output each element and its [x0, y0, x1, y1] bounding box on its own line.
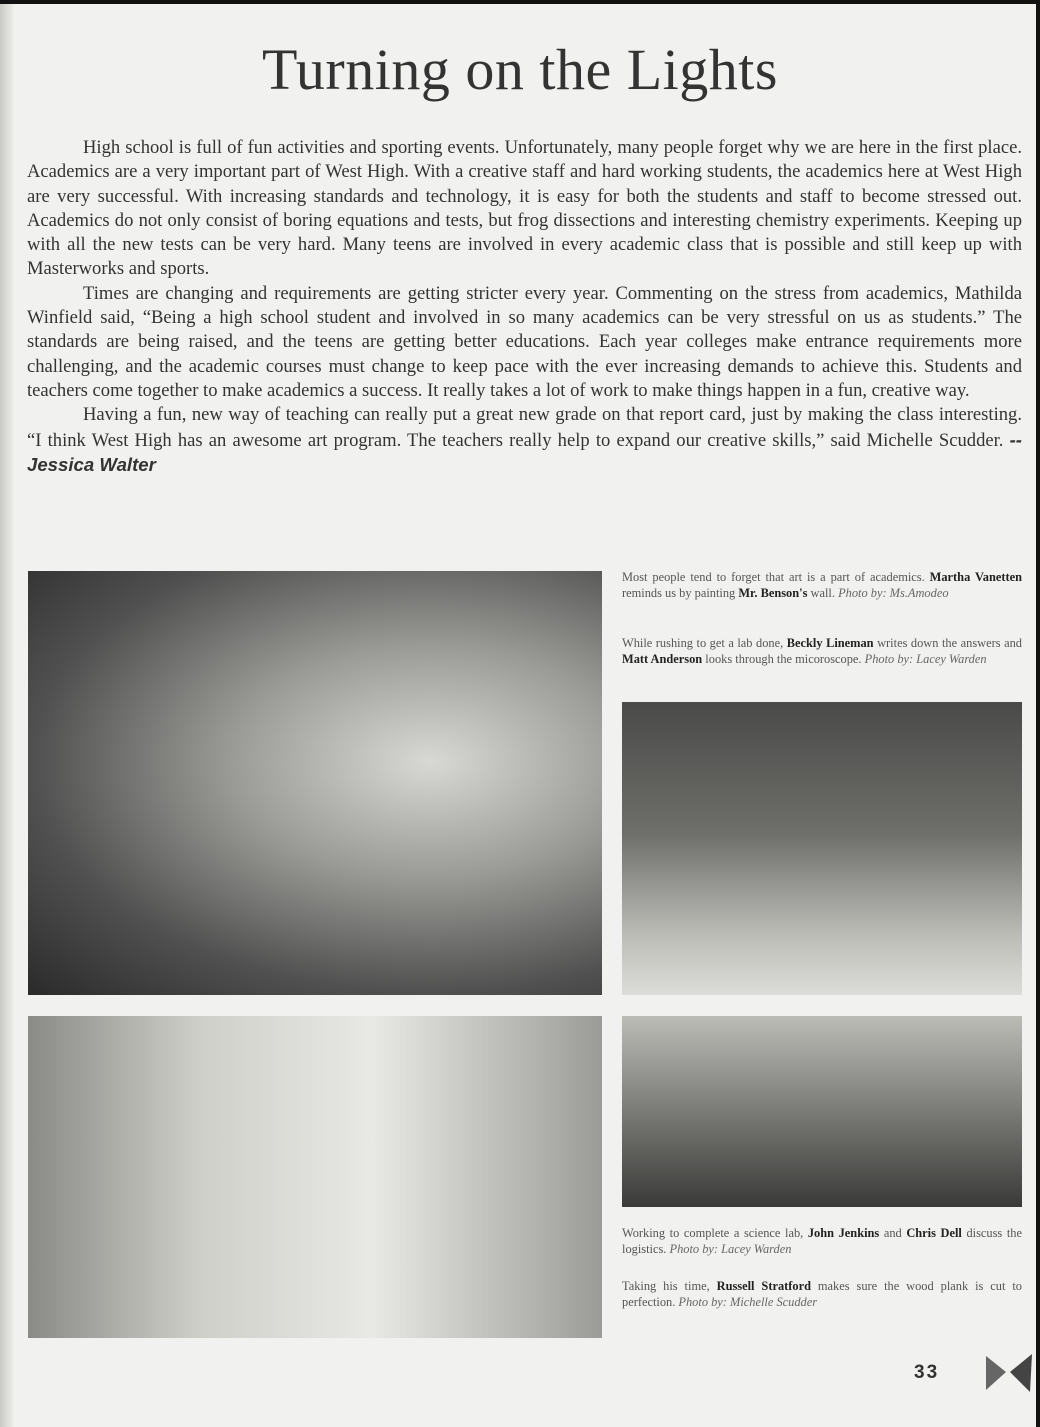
paragraph: High school is full of fun activities and sporting events. Unfortunately, many people forget why we are here in the first place. Academics are a very important part of West High. With a creative staff and hard working students, the academics here at West High are very successful. With increasing standards and technology, it is easy for both the students and staff to become stressed out. Academics do not only consist of boring equations and tests, but frog dissections and interesting chemistry experiments. Keeping up with all the new tests can be very hard. Many teens are involved in every academic class that is possible and still keep up with Masterworks and sports. [27, 137, 1022, 280]
page-binding-edge [0, 0, 14, 1427]
paragraph: Times are changing and requirements are getting stricter every year. Commenting on the stress from academics, Mathilda Winfield said, “Being a high school student and involved in so many academics can be very stressful on us as students.” The standards are being raised, and the teens are getting better educations. Each year colleges make entrance requirements more challenging, and the academic courses must change to keep pace with the ever increasing demands to achieve this. Students and teachers come together to make academics a success. It really takes a lot of work to make things happen in a fun, creative way. [27, 282, 1022, 401]
caption: Most people tend to forget that art is a part of academics. Martha Vanetten reminds us by painting Mr. Benson's wall. Photo by: Ms.Amodeo [622, 570, 1023, 601]
page-title: Turning on the Lights [262, 37, 778, 102]
paragraph [27, 403, 1022, 478]
photo-student-painting-wall [28, 571, 602, 995]
bowtie-ornament-icon [984, 1352, 1034, 1394]
caption: Taking his time, Russell Stratford makes sure the wood plank is cut to perfection. Photo by: Michelle Scudder [622, 1279, 1022, 1310]
photo-wood-shop [28, 1016, 602, 1338]
article-body [27, 136, 1022, 478]
caption: Working to complete a science lab, John Jenkins and Chris Dell discuss the logistics. Photo by: Lacey Warden [622, 1226, 1022, 1257]
photo-microscope-lab [622, 702, 1022, 995]
page-number: 33 [914, 1362, 940, 1383]
caption: While rushing to get a lab done, Beckly Lineman writes down the answers and Matt Anderson looks through the micoroscope. Photo by: Lacey Warden [622, 636, 1022, 667]
paragraph-text: Having a fun, new way of teaching can really put a great new grade on that report card, just by making the class interesting. “I think West High has an awesome art program. The teachers really help to expand our creative skills,” said Michelle Scudder. [27, 404, 1022, 451]
scan-border [1036, 0, 1040, 1427]
byline: --Jessica Walter [27, 428, 1022, 475]
photo-science-lab-discussion [622, 1016, 1022, 1207]
scan-border [0, 0, 1040, 4]
